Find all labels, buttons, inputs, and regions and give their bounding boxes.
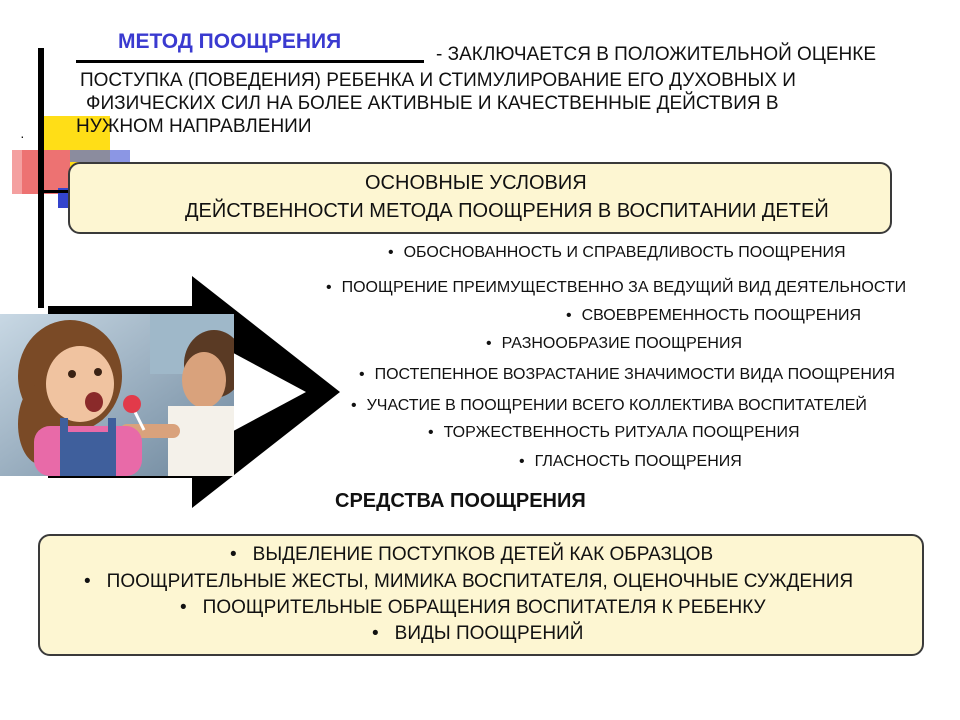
- definition-line-1: - ЗАКЛЮЧАЕТСЯ В ПОЛОЖИТЕЛЬНОЙ ОЦЕНКЕ: [436, 44, 877, 65]
- definition-line-2: ПОСТУПКА (ПОВЕДЕНИЯ) РЕБЕНКА И СТИМУЛИРОВАНИЕ ЕГО ДУХОВНЫХ И: [80, 70, 796, 91]
- means-item: • ВЫДЕЛЕНИЕ ПОСТУПКОВ ДЕТЕЙ КАК ОБРАЗЦОВ: [230, 544, 713, 566]
- decor-blue-bar: [70, 150, 130, 162]
- definition-line-3: ФИЗИЧЕСКИХ СИЛ НА БОЛЕЕ АКТИВНЫЕ И КАЧЕСТВЕННЫЕ ДЕЙСТВИЯ В: [86, 93, 779, 114]
- condition-item: • РАЗНООБРАЗИЕ ПООЩРЕНИЯ: [486, 335, 742, 353]
- page-title: МЕТОД ПООЩРЕНИЯ: [118, 30, 342, 53]
- title-underline: [76, 60, 424, 63]
- condition-item: • ГЛАСНОСТЬ ПООЩРЕНИЯ: [519, 453, 742, 471]
- condition-item: • УЧАСТИЕ В ПООЩРЕНИИ ВСЕГО КОЛЛЕКТИВА ВОСПИТАТЕЛЕЙ: [351, 397, 867, 415]
- means-item: • ПООЩРИТЕЛЬНЫЕ ЖЕСТЫ, МИМИКА ВОСПИТАТЕЛЯ, ОЦЕНОЧНЫЕ СУЖДЕНИЯ: [84, 571, 853, 593]
- condition-item: • ПООЩРЕНИЕ ПРЕИМУЩЕСТВЕННО ЗА ВЕДУЩИЙ ВИД ДЕЯТЕЛЬНОСТИ: [326, 279, 906, 297]
- conditions-header-line-2: ДЕЙСТВЕННОСТИ МЕТОДА ПООЩРЕНИЯ В ВОСПИТАНИИ ДЕТЕЙ: [185, 200, 829, 222]
- decor-vertical-line: [38, 48, 44, 308]
- means-item: • ВИДЫ ПООЩРЕНИЙ: [372, 623, 583, 645]
- conditions-header-line-1: ОСНОВНЫЕ УСЛОВИЯ: [365, 172, 587, 194]
- condition-item: • СВОЕВРЕМЕННОСТЬ ПООЩРЕНИЯ: [566, 307, 861, 325]
- child-with-teacher-photo: [0, 314, 234, 476]
- condition-item: • ОБОСНОВАННОСТЬ И СПРАВЕДЛИВОСТЬ ПООЩРЕНИЯ: [388, 244, 846, 262]
- condition-item: • ПОСТЕПЕННОЕ ВОЗРАСТАНИЕ ЗНАЧИМОСТИ ВИДА ПООЩРЕНИЯ: [359, 366, 895, 384]
- definition-line-4: НУЖНОМ НАПРАВЛЕНИИ: [76, 116, 312, 137]
- means-item: • ПООЩРИТЕЛЬНЫЕ ОБРАЩЕНИЯ ВОСПИТАТЕЛЯ К РЕБЕНКУ: [180, 597, 766, 619]
- decor-dot: ·: [20, 128, 25, 144]
- condition-item: • ТОРЖЕСТВЕННОСТЬ РИТУАЛА ПООЩРЕНИЯ: [428, 424, 800, 442]
- means-title: СРЕДСТВА ПООЩРЕНИЯ: [335, 490, 586, 512]
